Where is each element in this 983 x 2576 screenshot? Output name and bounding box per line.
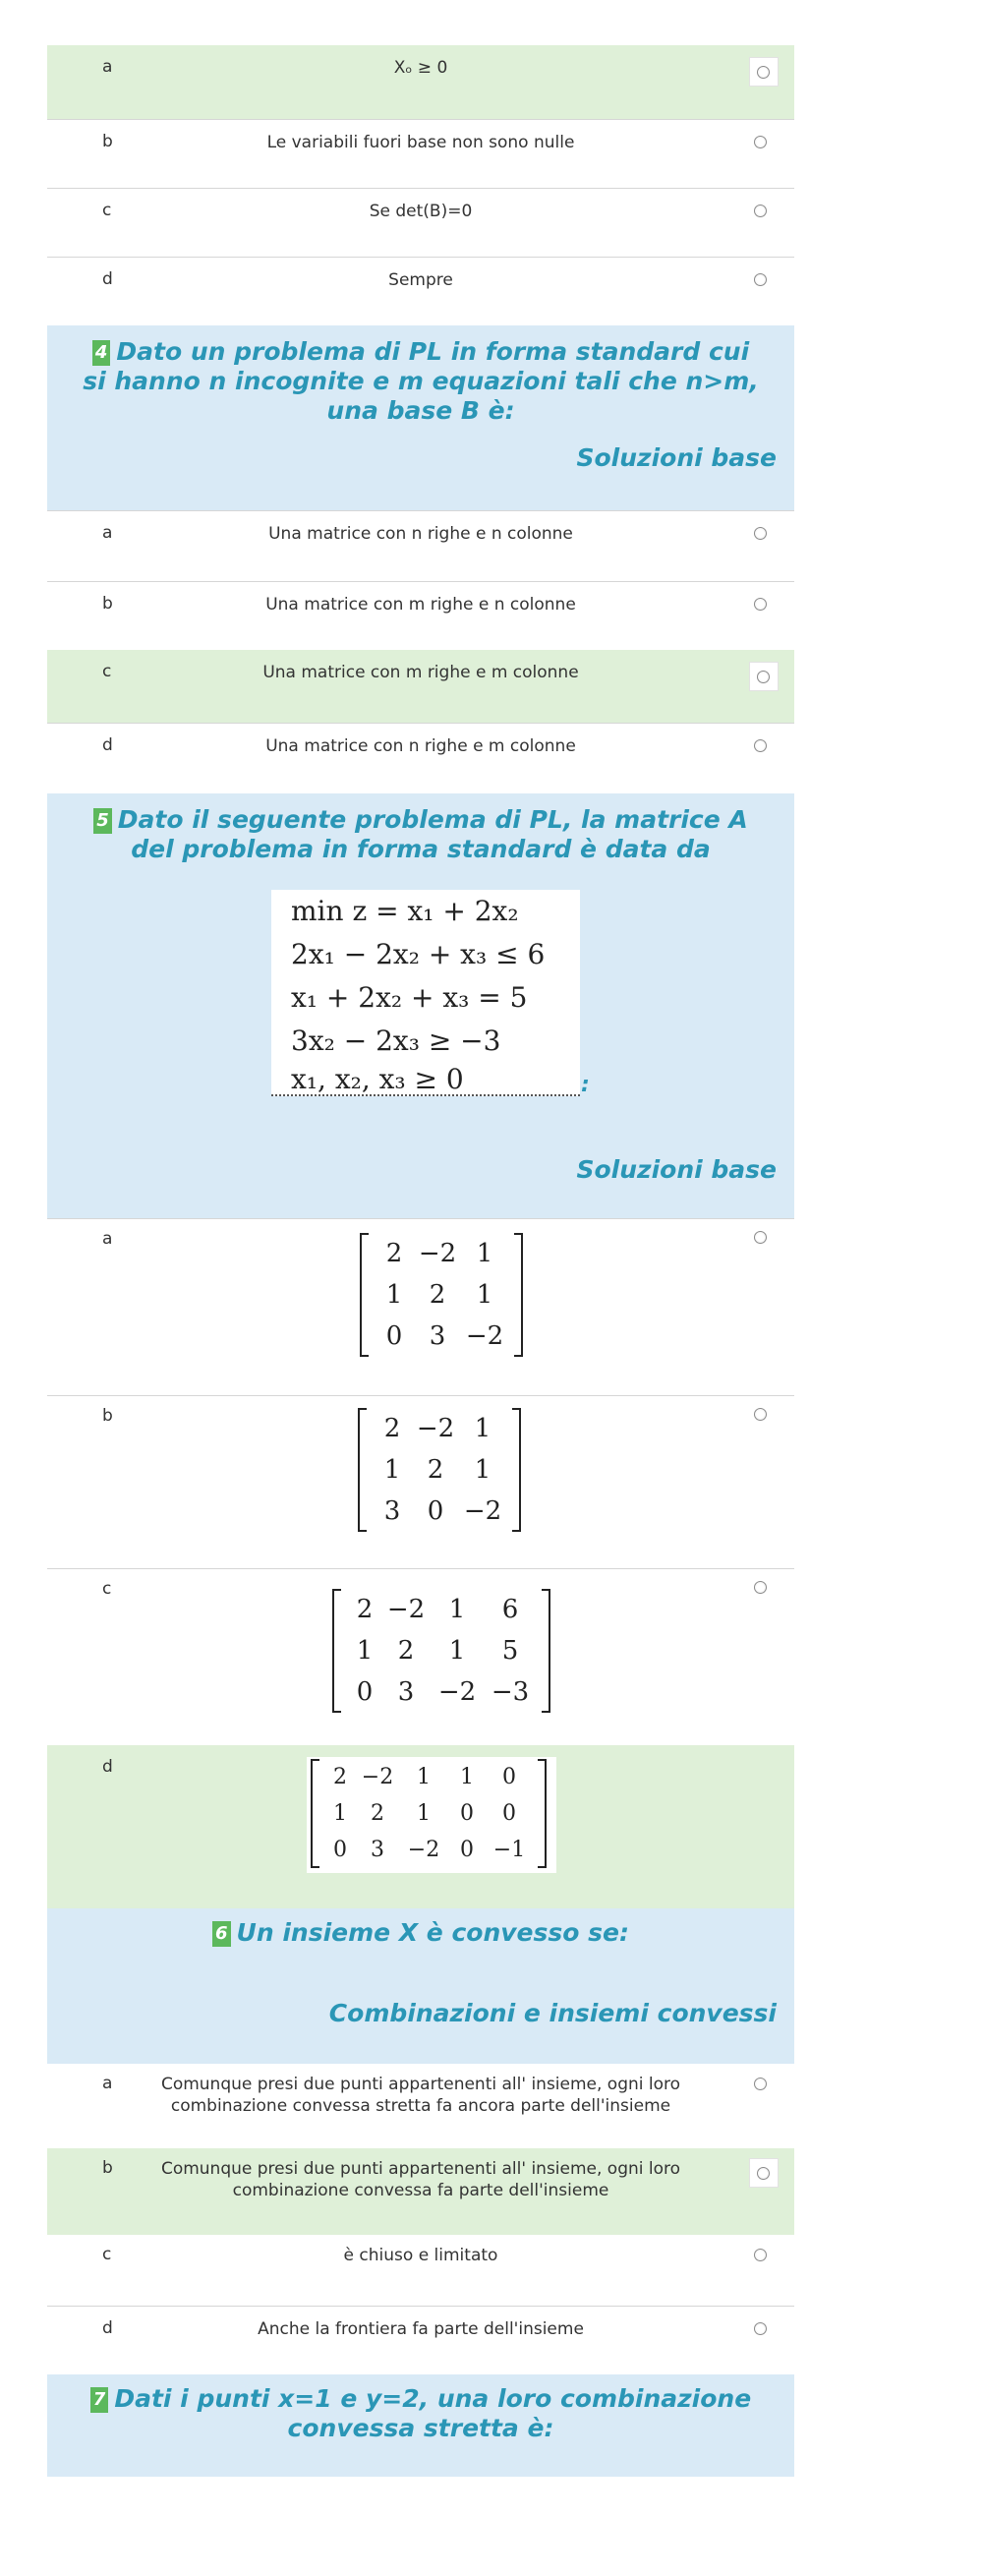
option-row-d[interactable]: [47, 257, 794, 325]
option-row-a[interactable]: [47, 2064, 794, 2148]
option-letter: d: [102, 1757, 113, 1777]
radio-button[interactable]: [754, 739, 767, 752]
matrix-cell: 0: [385, 1321, 403, 1351]
option-text: Una matrice con n righe e n colonne: [268, 524, 573, 544]
matrix-cell: 3: [397, 1677, 415, 1707]
question-header-5: [47, 793, 794, 1218]
option-text: Xₒ ≥ 0: [393, 58, 448, 78]
radio-button[interactable]: [757, 66, 770, 79]
matrix-cell: 0: [502, 1801, 516, 1826]
matrix-cell: −2: [407, 1838, 440, 1862]
question-topic: Soluzioni base: [576, 1155, 777, 1184]
matrix-cell: 2: [429, 1280, 446, 1310]
radio-button[interactable]: [754, 136, 767, 148]
option-letter: a: [102, 1229, 113, 1249]
option-text: Una matrice con n righe e m colonne: [265, 736, 576, 756]
option-row-a[interactable]: [47, 510, 794, 581]
option-text: Se det(B)=0: [369, 202, 473, 221]
matrix-cell: 2: [356, 1595, 374, 1624]
option-row-c[interactable]: [47, 2235, 794, 2306]
radio-button[interactable]: [754, 1581, 767, 1594]
matrix-cell: 3: [429, 1321, 446, 1351]
matrix-cell: −2: [416, 1414, 455, 1443]
radio-button[interactable]: [754, 527, 767, 540]
option-letter: b: [102, 1406, 113, 1426]
matrix-cell: 0: [333, 1838, 347, 1862]
option-letter: c: [102, 1579, 112, 1599]
matrix-cell: 1: [448, 1636, 466, 1666]
option-letter: a: [102, 523, 113, 543]
radio-button[interactable]: [754, 2249, 767, 2261]
matrix-cell: −2: [418, 1239, 457, 1268]
option-row-b[interactable]: [47, 119, 794, 188]
matrix-cell: 1: [385, 1280, 403, 1310]
formula-line: 2x₁ − 2x₂ + x₃ ≤ 6: [291, 938, 546, 970]
matrix-cell: 0: [460, 1801, 474, 1826]
option-text: Una matrice con m righe e m colonne: [262, 663, 579, 682]
radio-container: [749, 57, 779, 87]
option-letter: c: [102, 201, 112, 220]
option-letter: b: [102, 2158, 113, 2178]
matrix-cell: 3: [371, 1838, 384, 1862]
question-title: 5 Dato il seguente problema di PL, la matrice A del problema in forma standard è data da: [77, 805, 765, 864]
matrix-cell: −2: [437, 1677, 477, 1707]
matrix-cell: 0: [427, 1496, 444, 1526]
matrix-cell: 1: [476, 1239, 493, 1268]
matrix-grid: [319, 1759, 538, 1868]
option-letter: b: [102, 594, 113, 614]
radio-button[interactable]: [754, 2322, 767, 2335]
option-letter: d: [102, 735, 113, 755]
option-text: Le variabili fuori base non sono nulle: [266, 133, 575, 152]
option-letter: c: [102, 662, 112, 681]
question-topic: Soluzioni base: [576, 443, 777, 472]
matrix: [358, 1408, 521, 1532]
radio-button[interactable]: [754, 1408, 767, 1421]
matrix-cell: 0: [356, 1677, 374, 1707]
question-header-7: [47, 2374, 794, 2477]
option-text: Sempre: [388, 270, 453, 290]
matrix-cell: −3: [491, 1677, 530, 1707]
question-topic: Combinazioni e insiemi convessi: [328, 1999, 777, 2027]
right-bracket: [514, 1233, 523, 1357]
radio-button[interactable]: [757, 671, 770, 683]
option-row-a[interactable]: [47, 1218, 794, 1395]
option-text: Comunque presi due punti appartenenti all' insieme, ogni loro combinazione convessa stretta fa ancora parte dell'insieme: [160, 2075, 681, 2116]
option-row-b[interactable]: [47, 581, 794, 650]
matrix-cell: −2: [465, 1321, 504, 1351]
radio-container: [749, 662, 779, 691]
question-number: 6: [212, 1921, 231, 1947]
matrix-cell: 2: [333, 1765, 347, 1789]
matrix-cell: 1: [333, 1801, 347, 1826]
option-row-c[interactable]: [47, 650, 794, 723]
dotted-underline: [271, 1094, 580, 1096]
matrix-cell: −2: [361, 1765, 394, 1789]
matrix: [332, 1589, 550, 1713]
option-letter: d: [102, 2318, 113, 2338]
option-row-b[interactable]: [47, 1395, 794, 1568]
right-bracket: [538, 1759, 547, 1868]
matrix-cell: 1: [383, 1455, 401, 1485]
right-bracket: [512, 1408, 521, 1532]
option-row-d[interactable]: [47, 723, 794, 793]
left-bracket: [360, 1233, 369, 1357]
option-letter: d: [102, 269, 113, 289]
matrix-cell: 1: [417, 1801, 431, 1826]
formula-line: min z = x₁ + 2x₂: [291, 895, 519, 927]
radio-button[interactable]: [754, 273, 767, 286]
option-row-a[interactable]: [47, 45, 794, 119]
matrix-cell: 1: [417, 1765, 431, 1789]
radio-button[interactable]: [757, 2167, 770, 2180]
formula-line: x₁, x₂, x₃ ≥ 0: [291, 1063, 464, 1095]
matrix-cell: 3: [383, 1496, 401, 1526]
formula-line: 3x₂ − 2x₃ ≥ −3: [291, 1025, 501, 1057]
matrix-grid: [369, 1233, 514, 1357]
matrix-cell: 0: [502, 1765, 516, 1789]
matrix: [311, 1759, 547, 1868]
right-bracket: [542, 1589, 550, 1713]
matrix-cell: −2: [463, 1496, 502, 1526]
option-row-c[interactable]: [47, 188, 794, 257]
matrix: [360, 1233, 523, 1357]
option-row-d[interactable]: [47, 2306, 794, 2374]
left-bracket: [332, 1589, 341, 1713]
question-title: 6 Un insieme X è convesso se:: [77, 1918, 765, 1948]
matrix-cell: 1: [448, 1595, 466, 1624]
quiz-page: [47, 45, 794, 2477]
radio-button[interactable]: [754, 598, 767, 611]
matrix-cell: −1: [492, 1838, 526, 1862]
matrix-cell: 5: [501, 1636, 519, 1666]
radio-container: [749, 2158, 779, 2188]
radio-button[interactable]: [754, 1231, 767, 1244]
matrix-cell: 1: [356, 1636, 374, 1666]
option-letter: b: [102, 132, 113, 151]
question-header-6: [47, 1908, 794, 2064]
formula-image: [271, 890, 580, 1096]
question-title: 4 Dato un problema di PL in forma standard cui si hanno n incognite e m equazioni tali che n>m, una base B è:: [83, 337, 759, 425]
matrix-cell: 2: [371, 1801, 384, 1826]
option-row-c[interactable]: [47, 1568, 794, 1745]
matrix-grid: [341, 1589, 542, 1713]
option-row-d[interactable]: [47, 1745, 794, 1908]
option-letter: a: [102, 57, 113, 77]
option-letter: a: [102, 2074, 113, 2093]
option-text: Comunque presi due punti appartenenti all' insieme, ogni loro combinazione convessa fa parte dell'insieme: [160, 2159, 681, 2200]
question-title: 7 Dati i punti x=1 e y=2, una loro combinazione convessa stretta è:: [77, 2384, 765, 2443]
option-text: è chiuso e limitato: [343, 2246, 498, 2265]
matrix-cell: 1: [460, 1765, 474, 1789]
left-bracket: [311, 1759, 319, 1868]
matrix-cell: 1: [476, 1280, 493, 1310]
question-number: 5: [93, 808, 112, 834]
matrix-cell: 1: [474, 1414, 492, 1443]
option-row-b[interactable]: [47, 2148, 794, 2235]
option-text: Anche la frontiera fa parte dell'insieme: [258, 2319, 584, 2339]
left-bracket: [358, 1408, 367, 1532]
question-number: 7: [90, 2387, 109, 2413]
question-number: 4: [92, 340, 111, 366]
question-header-4: [47, 325, 794, 510]
option-text: Una matrice con m righe e n colonne: [265, 595, 576, 615]
matrix-cell: 2: [383, 1414, 401, 1443]
matrix-cell: 2: [385, 1239, 403, 1268]
option-letter: c: [102, 2245, 112, 2264]
matrix-grid: [367, 1408, 512, 1532]
matrix-cell: 0: [460, 1838, 474, 1862]
formula-colon: :: [581, 1073, 590, 1097]
matrix-cell: −2: [386, 1595, 426, 1624]
radio-button[interactable]: [754, 2078, 767, 2090]
matrix-cell: 1: [474, 1455, 492, 1485]
formula-line: x₁ + 2x₂ + x₃ = 5: [291, 981, 528, 1014]
radio-button[interactable]: [754, 205, 767, 217]
matrix-cell: 6: [501, 1595, 519, 1624]
matrix-cell: 2: [427, 1455, 444, 1485]
matrix-cell: 2: [397, 1636, 415, 1666]
